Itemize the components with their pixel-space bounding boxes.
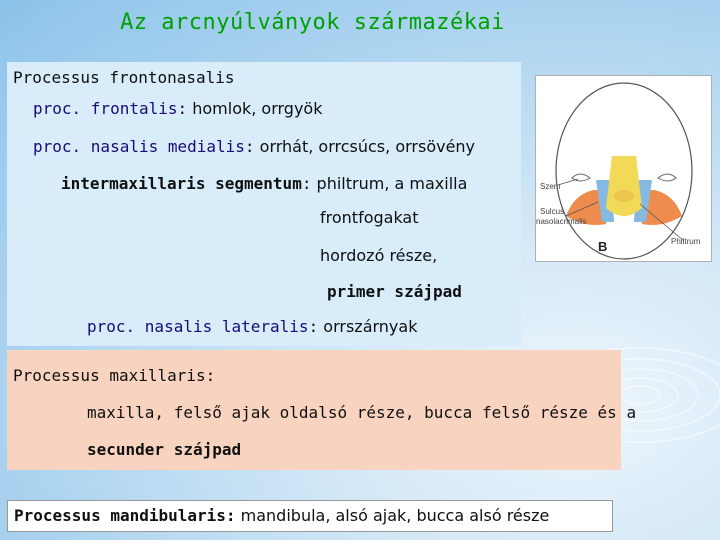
label-nasolacrimalis: nasolacrimalis <box>536 217 587 226</box>
primer-szajpad: primer szájpad <box>327 282 462 301</box>
intermaxillaris-desc: philtrum, a maxilla <box>311 174 468 193</box>
maxillaris-desc: maxilla, felső ajak oldalsó része, bucca felső része és a <box>87 403 637 422</box>
maxillaris-heading-line <box>13 366 215 385</box>
slide-title: Az arcnyúlványok származékai <box>120 10 505 35</box>
intermaxillaris-colon: : <box>301 174 312 193</box>
nasalis-lateralis-colon: : <box>308 317 319 336</box>
maxillaris-box <box>7 350 637 470</box>
nasalis-lateralis-line <box>87 317 417 336</box>
maxillaris-heading: Processus maxillaris <box>13 366 206 385</box>
nasalis-lateralis-desc: orrszárnyak <box>318 317 418 336</box>
nasalis-medialis-colon: : <box>244 137 255 156</box>
frontalis-desc: homlok, orrgyök <box>187 99 323 118</box>
frontonasalis-heading: Processus frontonasalis <box>13 68 235 87</box>
nasalis-medialis-line <box>33 137 475 156</box>
mandibularis-box <box>7 500 613 532</box>
label-b: B <box>598 239 608 254</box>
face-diagram-drawing <box>536 76 711 261</box>
intermaxillaris-line <box>61 174 467 193</box>
intermaxillaris-cont-2: hordozó része, <box>320 246 438 265</box>
mandibularis-desc: mandibula, alsó ajak, bucca alsó része <box>235 506 550 525</box>
frontalis-colon: : <box>177 99 188 118</box>
label-sulcus: Sulcus <box>540 207 565 216</box>
frontonasalis-box <box>7 62 521 346</box>
label-szem: Szem <box>540 182 561 191</box>
mandibularis-heading: Processus mandibularis: <box>14 506 236 525</box>
frontalis-line <box>33 99 322 118</box>
label-philtrum: Philtrum <box>671 237 701 246</box>
nasalis-medialis-term: proc. nasalis medialis <box>33 137 245 156</box>
face-diagram <box>535 75 712 262</box>
nasalis-medialis-desc: orrhát, orrcsúcs, orrsövény <box>254 137 476 156</box>
intermaxillaris-term: intermaxillaris segmentum <box>61 174 302 193</box>
nasalis-lateralis-term: proc. nasalis lateralis <box>87 317 309 336</box>
maxillaris-colon: : <box>205 366 216 385</box>
secunder-szajpad: secunder szájpad <box>87 440 242 459</box>
intermaxillaris-cont-1: frontfogakat <box>320 208 419 227</box>
frontalis-term: proc. frontalis <box>33 99 178 118</box>
mandibularis-line <box>14 506 549 525</box>
